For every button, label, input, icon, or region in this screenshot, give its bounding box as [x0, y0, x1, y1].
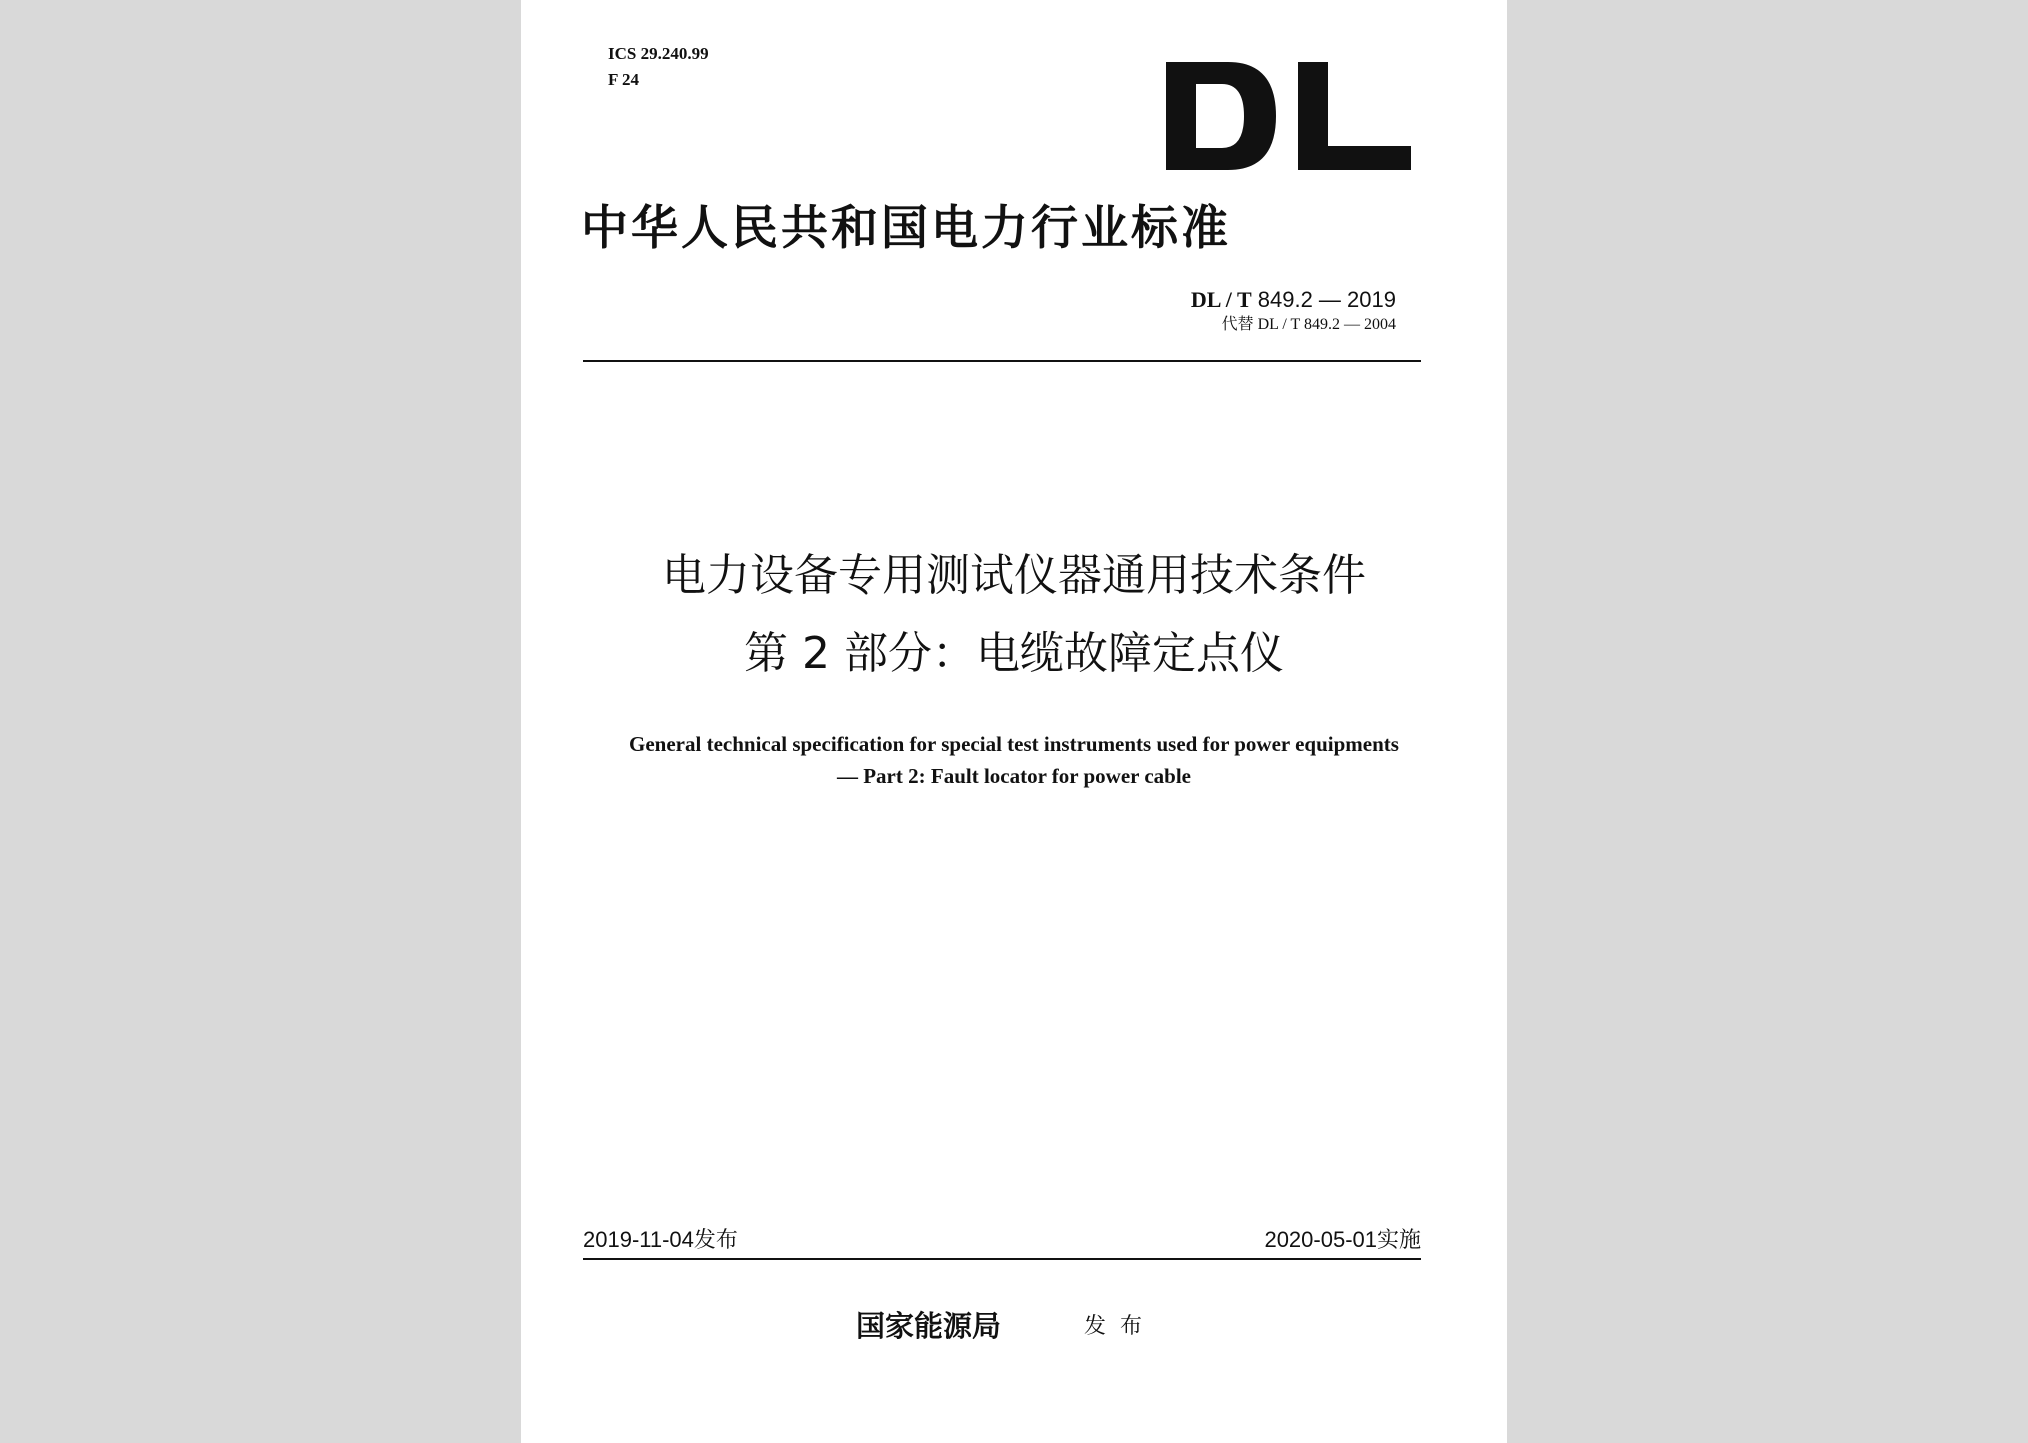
issue-date: 2019-11-04发布: [583, 1227, 738, 1252]
header-divider: [583, 360, 1421, 362]
standard-code: [1191, 287, 1396, 313]
standard-code-prefix: DL / T: [1190, 287, 1252, 312]
standard-category-title: 中华人民共和国电力行业标准: [581, 201, 1231, 256]
document-cover-page: [521, 0, 1507, 1443]
replaces-standard: 代替 DL / T 849.2 — 2004: [1221, 316, 1396, 333]
chinese-title-line-2: 第 2 部分：电缆故障定点仪: [744, 628, 1284, 679]
ics-code: ICS 29.240.99: [608, 44, 709, 63]
ccs-code: F 24: [608, 70, 640, 89]
standard-code-number: 849.2 — 2019: [1251, 287, 1396, 312]
english-title-line-1: General technical specification for special test instruments used for power equipments: [629, 732, 1399, 756]
chinese-title-line-1: 电力设备专用测试仪器通用技术条件: [662, 550, 1366, 601]
implementation-date: 2020-05-01实施: [1264, 1227, 1421, 1252]
footer-divider: [583, 1258, 1421, 1260]
dl-logo: [1166, 62, 1411, 170]
english-title-line-2: — Part 2: Fault locator for power cable: [836, 764, 1191, 788]
publish-label: 发布: [1084, 1314, 1157, 1339]
publisher-name: 国家能源局: [856, 1309, 1002, 1343]
